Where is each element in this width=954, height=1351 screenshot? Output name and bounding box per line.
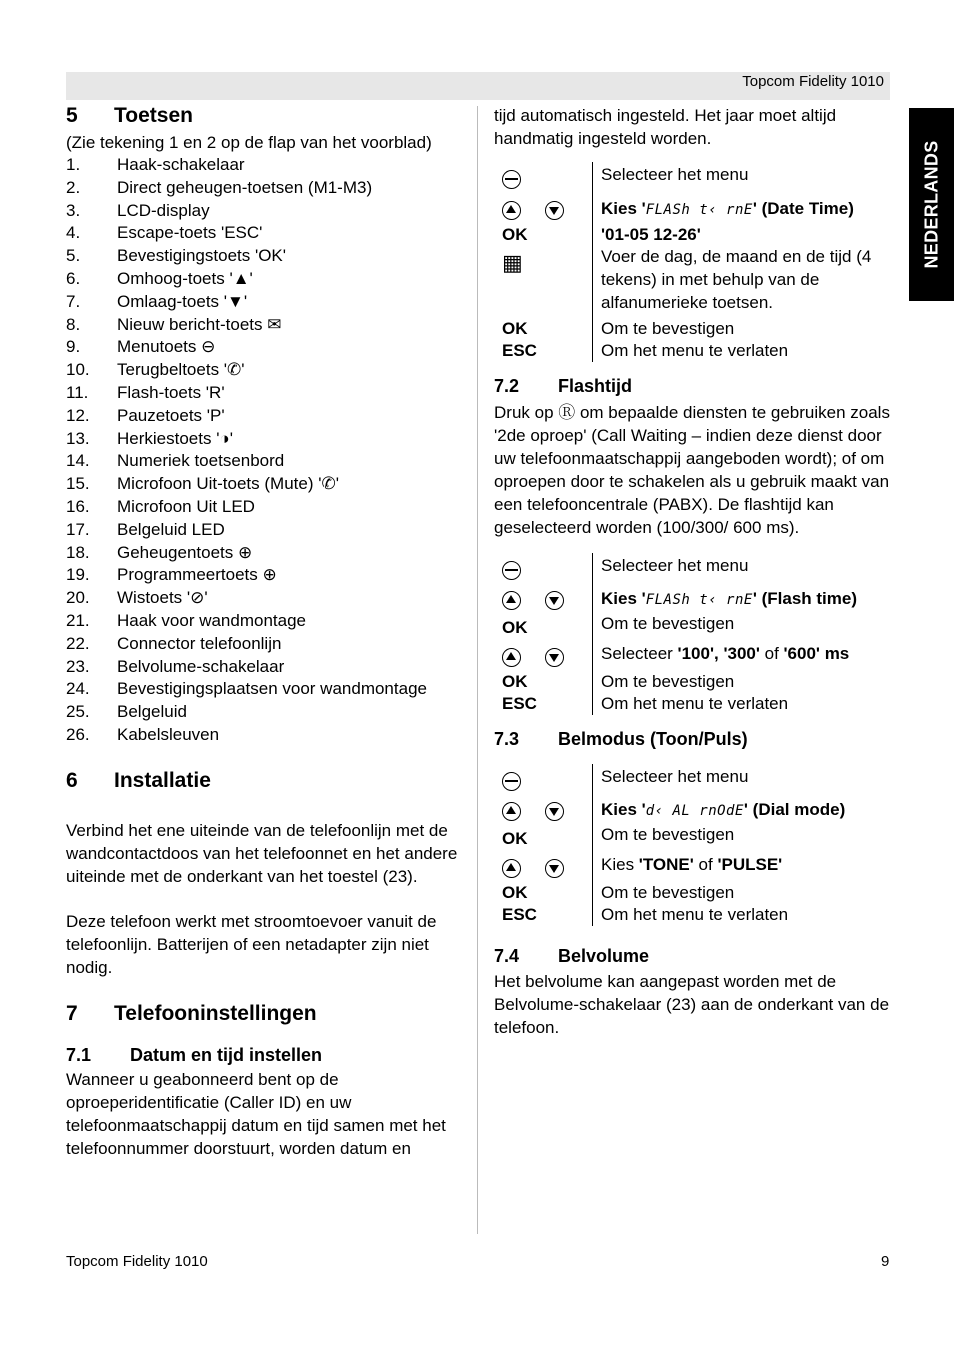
list-text: Kabelsleuven (117, 724, 220, 744)
step-text: Om te bevestigen (592, 671, 894, 693)
list-number: 4. (66, 223, 81, 243)
section-5-intro: (Zie tekening 1 en 2 op de flap van het voorblad) (66, 133, 432, 152)
key-list (66, 154, 462, 747)
list-text: Haak-schakelaar (117, 155, 245, 174)
list-text: Omlaag-toets '▼' (117, 291, 248, 311)
list-text: Programmeertoets ⊕ (117, 565, 277, 585)
step-text: Kies 'd‹ AL rnOdE' (Dial mode) (592, 798, 894, 824)
menu-key-icon (502, 561, 521, 580)
list-number: 10. (66, 360, 90, 380)
down-key-icon (545, 648, 564, 667)
list-item (66, 519, 462, 542)
step-text: Kies 'FLASh t‹ rnE' (Date Time) (592, 196, 894, 224)
list-number: 9. (66, 337, 81, 357)
footer-title: Topcom Fidelity 1010 (66, 1253, 208, 1270)
step-text: Om te bevestigen (592, 882, 894, 904)
up-key-icon (502, 648, 521, 667)
list-text: Wistoets '⊘' (117, 588, 208, 608)
list-item (66, 678, 462, 701)
list-number: 13. (66, 428, 90, 448)
keypad-icon: ▦ (502, 250, 523, 275)
section-7-3-heading: 7.3 Belmodus (Toon/Puls) (494, 729, 748, 749)
column-divider (477, 106, 478, 1234)
list-text: Microfoon Uit LED (117, 496, 255, 516)
step-text: Om te bevestigen (592, 613, 894, 643)
list-number: 12. (66, 405, 90, 425)
section-6-p2: Deze telefoon werkt met stroomtoevoer vanuit de telefoonlijn. Batterijen of een netadapter zijn niet nodig. (66, 911, 437, 977)
step-text: Kies 'FLASh t‹ rnE' (Flash time) (592, 587, 894, 613)
list-item (66, 701, 462, 724)
list-text: Belgeluid (117, 702, 187, 722)
list-item (66, 359, 462, 382)
list-item (66, 724, 462, 747)
list-number: 2. (66, 177, 81, 197)
esc-key-label: ESC (502, 904, 537, 924)
list-number: 14. (66, 451, 90, 471)
section-6-heading: 6 Installatie (66, 768, 211, 792)
esc-key-label: ESC (502, 693, 537, 713)
steps-7-1 (494, 162, 894, 362)
list-number: 23. (66, 656, 90, 676)
list-text: Belvolume-schakelaar (117, 656, 285, 676)
step-text: Selecteer het menu (592, 553, 894, 587)
list-item (66, 314, 462, 337)
list-item (66, 245, 462, 268)
list-number: 3. (66, 200, 81, 220)
section-7-2-heading: 7.2 Flashtijd (494, 376, 633, 396)
list-number: 8. (66, 314, 81, 334)
list-item (66, 564, 462, 587)
ok-key-label: OK (502, 882, 528, 902)
list-text: Belgeluid LED (117, 519, 225, 539)
ok-key-label: OK (502, 828, 528, 848)
step-text: Om te bevestigen (592, 824, 894, 854)
list-number: 19. (66, 565, 90, 585)
list-text: Bevestigingsplaatsen voor wandmontage (117, 679, 427, 699)
section-7-1-heading: 7.1 Datum en tijd instellen (66, 1044, 323, 1065)
list-text: LCD-display (117, 200, 210, 220)
list-number: 18. (66, 542, 90, 562)
list-number: 7. (66, 291, 81, 311)
list-text: Numeriek toetsenbord (117, 451, 285, 471)
ok-key-label: OK (502, 318, 528, 338)
down-key-icon (545, 591, 564, 610)
list-text: Direct geheugen-toetsen (M1-M3) (117, 177, 373, 197)
list-item (66, 382, 462, 405)
right-column (494, 104, 894, 1039)
page-number: 9 (881, 1253, 890, 1270)
ok-key-label: OK (502, 671, 528, 691)
up-key-icon (502, 859, 521, 878)
list-number: 21. (66, 610, 90, 630)
step-text: Om het menu te verlaten (592, 693, 894, 715)
down-key-icon (545, 802, 564, 821)
list-number: 16. (66, 496, 90, 516)
list-text: Flash-toets 'R' (117, 382, 225, 402)
list-item (66, 428, 462, 451)
section-7-1-text: Wanneer u geabonneerd bent op de oproeperidentificatie (Caller ID) en uw telefoonmaatschappij datum en tijd samen met het telefoonnummer doorstuurt, worden datum en (66, 1069, 446, 1158)
list-item (66, 633, 462, 656)
list-text: Haak voor wandmontage (117, 610, 307, 630)
list-number: 11. (66, 382, 89, 402)
menu-key-icon (502, 170, 521, 189)
section-6-p1: Verbind het ene uiteinde van de telefoonlijn met de wandcontactdoos van het telefoonnet en het andere uiteinde met de onderkant van het toestel (23). (66, 820, 458, 886)
running-header: Topcom Fidelity 1010 (742, 73, 884, 90)
list-text: Microfoon Uit-toets (Mute) '✆' (117, 474, 339, 494)
list-item (66, 336, 462, 359)
steps-7-3 (494, 764, 894, 926)
list-item (66, 656, 462, 679)
section-7-heading: 7 Telefooninstellingen (66, 1001, 317, 1025)
list-number: 25. (66, 702, 90, 722)
list-item (66, 496, 462, 519)
list-text: Escape-toets 'ESC' (117, 223, 263, 243)
list-number: 6. (66, 268, 81, 288)
list-text: Connector telefoonlijn (117, 633, 282, 653)
list-item (66, 200, 462, 223)
step-text: Kies 'TONE' of 'PULSE' (592, 854, 894, 882)
list-number: 20. (66, 588, 90, 608)
step-text: Selecteer het menu (592, 162, 894, 196)
list-text: Terugbeltoets '✆' (117, 360, 245, 380)
list-number: 22. (66, 633, 90, 653)
list-text: Omhoog-toets '▲' (117, 268, 253, 288)
step-text: '01-05 12-26' (592, 224, 894, 246)
section-7-1-text-cont: tijd automatisch ingesteld. Het jaar moet altijd handmatig ingesteld worden. (494, 106, 837, 148)
left-column (66, 104, 462, 1160)
step-text: Selecteer het menu (592, 764, 894, 798)
list-item (66, 405, 462, 428)
list-number: 5. (66, 246, 81, 266)
list-text: Bevestigingstoets 'OK' (117, 246, 287, 266)
list-item (66, 222, 462, 245)
up-key-icon (502, 802, 521, 821)
up-key-icon (502, 201, 521, 220)
list-text: Geheugentoets ⊕ (117, 542, 253, 562)
list-item (66, 610, 462, 633)
step-text: Voer de dag, de maand en de tijd (4 tekens) in met behulp van de alfanumerieke toetsen. (592, 246, 894, 318)
step-text: Om het menu te verlaten (592, 904, 894, 926)
list-item (66, 473, 462, 496)
list-item (66, 268, 462, 291)
menu-key-icon (502, 772, 521, 791)
ok-key-label: OK (502, 617, 528, 637)
step-text: Selecteer '100', '300' of '600' ms (592, 643, 894, 671)
list-text: Nieuw bericht-toets ✉ (117, 314, 282, 334)
list-item (66, 542, 462, 565)
section-5-heading: 5 Toetsen (66, 104, 193, 127)
step-text: Om te bevestigen (592, 318, 894, 340)
list-item (66, 154, 462, 177)
list-number: 15. (66, 474, 90, 494)
down-key-icon (545, 859, 564, 878)
steps-7-2 (494, 553, 894, 715)
down-key-icon (545, 201, 564, 220)
section-7-4-heading: 7.4 Belvolume (494, 946, 650, 966)
esc-key-label: ESC (502, 340, 537, 360)
list-text: Pauzetoets 'P' (117, 405, 225, 425)
list-text: Menutoets ⊖ (117, 337, 216, 357)
list-number: 26. (66, 724, 90, 744)
list-number: 17. (66, 519, 90, 539)
list-item (66, 291, 462, 314)
ok-key-label: OK (502, 224, 528, 244)
section-7-2-text: Druk op Ⓡ om bepaalde diensten te gebruiken zoals '2de oproep' (Call Waiting – indien deze dienst door uw telefoonmaatschappij aangeboden wordt); of om oproepen door te schakelen als u gebruik maakt van een telefooncentrale (PABX). De flashtijd kan geselecteerd worden (100/300/ 600 ms). (494, 403, 890, 537)
section-7-4-text: Het belvolume kan aangepast worden met de Belvolume-schakelaar (23) aan de onderkant van de telefoon. (494, 972, 890, 1037)
list-item (66, 450, 462, 473)
up-key-icon (502, 591, 521, 610)
list-item (66, 177, 462, 200)
list-number: 1. (66, 155, 81, 174)
list-item (66, 587, 462, 610)
step-text: Om het menu te verlaten (592, 340, 894, 362)
list-text: Herkiestoets '◑' (117, 428, 233, 448)
list-number: 24. (66, 679, 90, 699)
language-tab: NEDERLANDS (909, 108, 954, 301)
